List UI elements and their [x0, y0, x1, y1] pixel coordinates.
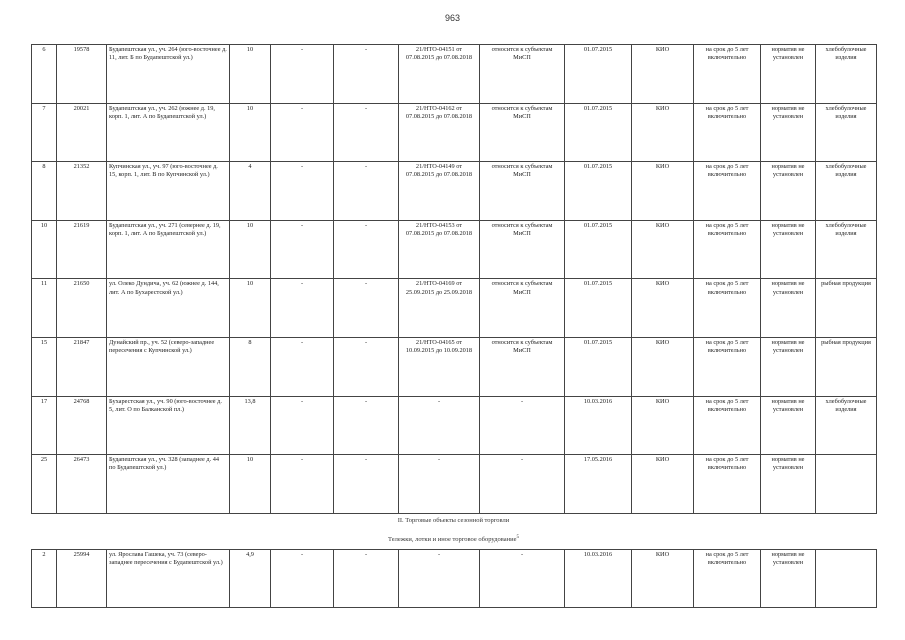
- cell-address: Будапештская ул., уч. 262 (южнее д. 19, корп. 1, лит. А по Будапештской ул.): [107, 103, 230, 162]
- cell-type: КИО: [632, 455, 694, 514]
- cell-specialization: [816, 455, 877, 514]
- section-subtitle: [31, 535, 876, 543]
- cell-status: относится к субъектам МиСП: [480, 162, 565, 221]
- cell-address: Бухарестская ул., уч. 90 (юго-восточнее д. 5, лит. О по Балканской пл.): [107, 396, 230, 455]
- cell-col4: -: [271, 337, 334, 396]
- cell-status: -: [480, 396, 565, 455]
- cell-specialization: хлебобулочные изделия: [816, 220, 877, 279]
- cell-status: относится к субъектам МиСП: [480, 220, 565, 279]
- cell-type: КИО: [632, 162, 694, 221]
- cell-type: КИО: [632, 550, 694, 608]
- cell-norm: норматив не установлен: [761, 337, 816, 396]
- cell-type: КИО: [632, 396, 694, 455]
- cell-object-id: 20021: [57, 103, 107, 162]
- cell-contract: 21/НТО-04162 от 07.08.2015 до 07.08.2018: [399, 103, 480, 162]
- cell-status: -: [480, 455, 565, 514]
- cell-date: 01.07.2015: [565, 162, 632, 221]
- cell-contract: 21/НТО-04151 от 07.08.2015 до 07.08.2018: [399, 45, 480, 104]
- table-row: [32, 162, 877, 221]
- cell-specialization: хлебобулочные изделия: [816, 103, 877, 162]
- cell-col5: -: [334, 279, 399, 338]
- cell-term: на срок до 5 лет включительно: [694, 220, 761, 279]
- cell-object-id: 21352: [57, 162, 107, 221]
- cell-object-id: 21650: [57, 279, 107, 338]
- cell-object-id: 24768: [57, 396, 107, 455]
- cell-norm: норматив не установлен: [761, 220, 816, 279]
- cell-object-id: 19578: [57, 45, 107, 104]
- cell-norm: норматив не установлен: [761, 396, 816, 455]
- cell-date: 01.07.2015: [565, 220, 632, 279]
- cell-type: КИО: [632, 45, 694, 104]
- cell-object-id: 26473: [57, 455, 107, 514]
- cell-col5: -: [334, 220, 399, 279]
- cell-number: 6: [32, 45, 57, 104]
- cell-col5: -: [334, 162, 399, 221]
- cell-address: Дунайский пр., уч. 52 (северо-западнее пересечения с Купчинской ул.): [107, 337, 230, 396]
- cell-norm: норматив не установлен: [761, 103, 816, 162]
- seasonal-objects-table: [31, 549, 877, 608]
- cell-col4: -: [271, 279, 334, 338]
- objects-table: [31, 44, 877, 514]
- table-row: [32, 220, 877, 279]
- cell-term: на срок до 5 лет включительно: [694, 162, 761, 221]
- cell-number: 7: [32, 103, 57, 162]
- cell-date: 01.07.2015: [565, 45, 632, 104]
- table-row: [32, 337, 877, 396]
- section-title: II. Торговые объекты сезонной торговли: [397, 517, 510, 524]
- cell-contract: -: [399, 455, 480, 514]
- cell-address: Купчинская ул., уч. 97 (юго-восточнее д. 15, корп. 1, лит. В по Купчинской ул.): [107, 162, 230, 221]
- cell-date: 01.07.2015: [565, 337, 632, 396]
- cell-date: 10.03.2016: [565, 396, 632, 455]
- cell-contract: -: [399, 550, 480, 608]
- table-row: [32, 550, 877, 608]
- cell-area: 10: [230, 103, 271, 162]
- cell-area: 10: [230, 220, 271, 279]
- cell-contract: 21/НТО-04169 от 25.09.2015 до 25.09.2018: [399, 279, 480, 338]
- cell-specialization: рыбная продукция: [816, 279, 877, 338]
- cell-address: Будапештская ул., уч. 264 (юго-восточнее д. 11, лит. Б по Будапештской ул.): [107, 45, 230, 104]
- cell-term: на срок до 5 лет включительно: [694, 550, 761, 608]
- cell-area: 10: [230, 45, 271, 104]
- cell-status: относится к субъектам МиСП: [480, 45, 565, 104]
- cell-col4: -: [271, 45, 334, 104]
- cell-status: относится к субъектам МиСП: [480, 279, 565, 338]
- cell-number: 15: [32, 337, 57, 396]
- cell-specialization: [816, 550, 877, 608]
- cell-area: 10: [230, 455, 271, 514]
- cell-term: на срок до 5 лет включительно: [694, 45, 761, 104]
- cell-object-id: 21619: [57, 220, 107, 279]
- cell-address: Будапештская ул., уч. 271 (севернее д. 19, корп. 1, лит. А по Будапештской ул.): [107, 220, 230, 279]
- cell-number: 8: [32, 162, 57, 221]
- cell-specialization: хлебобулочные изделия: [816, 45, 877, 104]
- cell-col4: -: [271, 220, 334, 279]
- cell-col5: -: [334, 396, 399, 455]
- cell-col4: -: [271, 396, 334, 455]
- cell-col4: -: [271, 455, 334, 514]
- cell-col4: -: [271, 103, 334, 162]
- cell-status: относится к субъектам МиСП: [480, 337, 565, 396]
- cell-date: 10.03.2016: [565, 550, 632, 608]
- cell-type: КИО: [632, 279, 694, 338]
- cell-number: 11: [32, 279, 57, 338]
- cell-col5: -: [334, 455, 399, 514]
- cell-area: 8: [230, 337, 271, 396]
- table-row: [32, 103, 877, 162]
- cell-norm: норматив не установлен: [761, 45, 816, 104]
- cell-status: относится к субъектам МиСП: [480, 103, 565, 162]
- cell-address: Будапештская ул., уч. 328 (западнее д. 44 по Будапештской ул.): [107, 455, 230, 514]
- cell-col5: -: [334, 103, 399, 162]
- table-row: [32, 45, 877, 104]
- cell-date: 01.07.2015: [565, 103, 632, 162]
- table-row: [32, 455, 877, 514]
- cell-area: 13,8: [230, 396, 271, 455]
- cell-type: КИО: [632, 103, 694, 162]
- cell-contract: 21/НТО-04153 от 07.08.2015 до 07.08.2018: [399, 220, 480, 279]
- cell-specialization: рыбная продукция: [816, 337, 877, 396]
- cell-address: ул. Ярослава Гашека, уч. 73 (северо-западнее пересечения с Будапештской ул.): [107, 550, 230, 608]
- cell-address: ул. Олеко Дундича, уч. 62 (южнее д. 144, лит. А по Бухарестской ул.): [107, 279, 230, 338]
- cell-area: 10: [230, 279, 271, 338]
- cell-area: 4,9: [230, 550, 271, 608]
- cell-term: на срок до 5 лет включительно: [694, 455, 761, 514]
- page-number: 963: [444, 13, 461, 23]
- cell-contract: 21/НТО-04165 от 10.09.2015 до 10.09.2018: [399, 337, 480, 396]
- cell-norm: норматив не установлен: [761, 455, 816, 514]
- table-row: [32, 279, 877, 338]
- cell-date: 01.07.2015: [565, 279, 632, 338]
- cell-specialization: хлебобулочные изделия: [816, 396, 877, 455]
- section-subtitle-text: Тележки, лотки и иное торговое оборудование: [388, 536, 517, 544]
- cell-term: на срок до 5 лет включительно: [694, 396, 761, 455]
- cell-term: на срок до 5 лет включительно: [694, 103, 761, 162]
- cell-col4: -: [271, 162, 334, 221]
- footnote-mark: 5: [516, 535, 519, 540]
- cell-contract: -: [399, 396, 480, 455]
- cell-number: 17: [32, 396, 57, 455]
- cell-contract: 21/НТО-04149 от 07.08.2015 до 07.08.2018: [399, 162, 480, 221]
- cell-object-id: 21847: [57, 337, 107, 396]
- cell-norm: норматив не установлен: [761, 550, 816, 608]
- cell-norm: норматив не установлен: [761, 162, 816, 221]
- cell-status: -: [480, 550, 565, 608]
- cell-col4: -: [271, 550, 334, 608]
- cell-type: КИО: [632, 337, 694, 396]
- cell-col5: -: [334, 550, 399, 608]
- cell-norm: норматив не установлен: [761, 279, 816, 338]
- cell-type: КИО: [632, 220, 694, 279]
- cell-term: на срок до 5 лет включительно: [694, 279, 761, 338]
- cell-date: 17.05.2016: [565, 455, 632, 514]
- cell-number: 25: [32, 455, 57, 514]
- cell-col5: -: [334, 337, 399, 396]
- cell-col5: -: [334, 45, 399, 104]
- cell-number: 10: [32, 220, 57, 279]
- cell-area: 4: [230, 162, 271, 221]
- table-row: [32, 396, 877, 455]
- cell-specialization: хлебобулочные изделия: [816, 162, 877, 221]
- cell-object-id: 25994: [57, 550, 107, 608]
- cell-number: 2: [32, 550, 57, 608]
- cell-term: на срок до 5 лет включительно: [694, 337, 761, 396]
